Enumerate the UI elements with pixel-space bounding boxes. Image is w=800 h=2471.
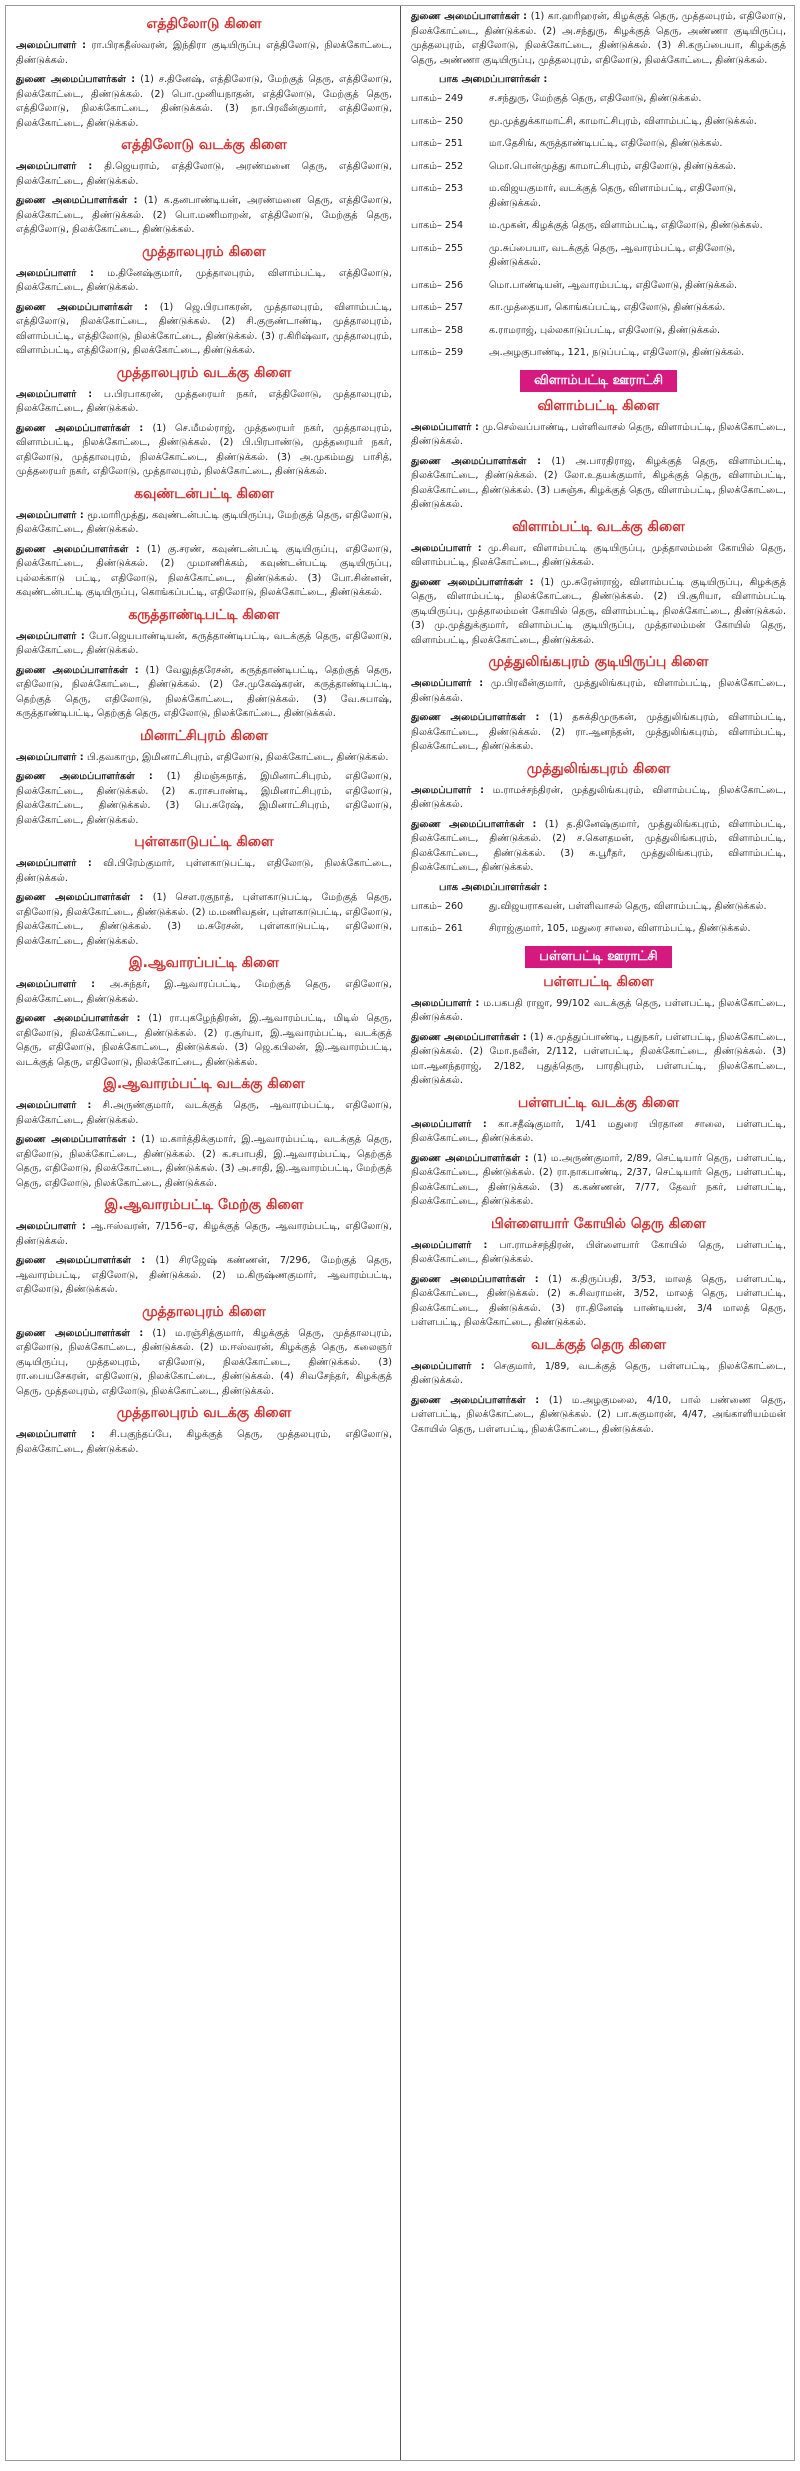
branch-title: இ.ஆவாரம்பட்டி மேற்கு கிளை [104,1197,304,1213]
organizer-entry-label: அமைப்பாளர் [16,388,77,400]
branch-section [411,761,786,876]
booth-row [411,242,786,271]
label-separator: : [525,1273,549,1285]
organizer-entry-label: அமைப்பாளர் [16,979,77,990]
branch-title: முத்தாலபுரம் கிளை [142,1303,266,1320]
branch-section [16,1405,392,1457]
deputy-organizers-entry-text: (1) சௌ.ரகுநாத், புள்ளகாடுபட்டி, மேற்குத் தெரு, எதிலோடு, நிலக்கோட்டை, திண்டுக்கல். (2) ம.மணிவதன், புள்ளகாடுபட்டி, எதிலோடு, நிலக்கோட்டை, திண்டுக்கல். (3) ம.சுரேசன், புள்ளகாடுபட்டி, எதிலோடு, நிலக்கோட்டை, திண்டுக்கல். [16,892,392,947]
organizer-entry [411,784,786,813]
organizer-entry [16,160,392,189]
booth-row [411,324,786,339]
branch-title: எத்திலோடு கிளை [146,16,262,32]
deputy-organizers-entry-label: துணை அமைப்பாளர்கள் [16,422,131,434]
deputy-organizers-entry [411,1152,786,1210]
branch-title: முத்துலிங்கபுரம் கிளை [526,760,671,777]
deputy-organizers-entry-label: துணை அமைப்பாளர்கள் [16,1013,129,1024]
newspaper-page [5,5,795,2461]
deputy-organizers-entry-text: (1) ம.கார்த்திக்குமார், இ.ஆவாரம்பட்டி, வடக்குத் தெரு, எதிலோடு, நிலக்கோட்டை, திண்டுக்கல். (2) க.சபாபதி, இ.ஆவாரம்பட்டி, தெற்குத் தெரு, எதிலோடு, நிலக்கோட்டை, திண்டுக்கல். (3) அ.சாதி, இ.ஆவாரம்பட்டி, மேற்குத் தெரு, எதிலோடு, நிலக்கோட்டை, திண்டுக்கல். [16,1134,392,1189]
deputy-organizers-entry-text: (1) ரா.புகழேந்திரன், இ.ஆவாரம்பட்டி, மிடில் தெரு, எதிலோடு, நிலக்கோட்டை, திண்டுக்கல். (2) ர.சூர்யா, இ.ஆவாரம்பட்டி, வடக்குத் தெரு, எதிலோடு, நிலக்கோட்டை, திண்டுக்கல். (3) ஜெ.கபிலன், இ.ஆவாரம்பட்டி, வடக்குத் தெரு, எதிலோடு, நிலக்கோட்டை, திண்டுக்கல். [16,1013,392,1068]
booth-number: பாகம்– 254 [411,220,464,231]
branch-title: வடக்குத் தெரு கிளை [530,1336,667,1353]
label-separator: : [76,751,87,763]
label-separator: : [127,195,144,206]
deputy-organizers-entry-label: துணை அமைப்பாளர்கள் [411,11,520,22]
deputy-organizers-entry [16,1327,392,1400]
booth-officers-heading: பாக அமைப்பாளர்கள் : [439,74,548,85]
label-separator: : [471,542,488,554]
deputy-organizers-entry-text: (1) கு.சரண், கவுண்டன்பட்டி குடியிருப்பு, எதிலோடு, நிலக்கோட்டை, திண்டுக்கல். (2) முமாணிக்கம், கவுண்டன்பட்டி குடியிருப்பு, புல்லக்காடு பட்டி, எதிலோடு, நிலக்கோட்டை, திண்டுக்கல். (3) போ.சின்னன், கவுண்டன்பட்டி குடியிருப்பு, கொங்கப்பட்டி, எதிலோடு, நிலக்கோட்டை, திண்டுக்கல். [16,543,392,598]
deputy-organizers-entry-label: துணை அமைப்பாளர்கள் [16,892,131,903]
booth-number: பாகம்– 257 [411,302,464,313]
organizer-entry-text: கா.சதீஷ்குமார், 1/41 மதுரை பிரதான சாலை, பள்ளபட்டி, நிலக்கோட்டை, திண்டுக்கல். [411,1118,786,1144]
organizer-entry [411,542,786,571]
deputy-organizers-entry-label: துணை அமைப்பாளர்கள் [411,1394,526,1406]
branch-section [16,244,392,359]
organizer-entry-text: சி.பகுந்தப்பே, கிழக்குத் தெரு, முத்தலபுரம், எதிலோடு, நிலக்கோட்டை, திண்டுக்கல். [16,1429,392,1455]
deputy-organizers-entry [411,576,786,649]
booth-row [411,279,786,294]
branch-title: இ.ஆவாரப்பட்டி கிளை [129,955,279,971]
branch-title: பள்ளபட்டி கிளை [543,973,654,990]
branch-section [411,1216,786,1331]
branch-title: பள்ளபட்டி வடக்கு கிளை [517,1094,680,1111]
organizer-entry [16,1099,392,1128]
label-separator: : [525,712,550,723]
organizer-entry-text: மு.செல்வப்பாண்டி, பள்ளிவாசல் தெரு, விளாம்பட்டி, நிலக்கோட்டை, திண்டுக்கல். [411,421,786,447]
deputy-organizers-entry [411,818,786,876]
branch-title: கருத்தாண்டிபட்டி கிளை [128,606,280,623]
branch-section [411,398,786,513]
organizer-entry-text: வி.பிரேம்குமார், புள்ளகாடுபட்டி, எதிலோடு, நிலக்கோட்டை, திண்டுக்கல். [16,858,392,884]
deputy-organizers-entry-text: (1) வேலுத்தரேசன், கருத்தாண்டிபட்டி, தெற்குத் தெரு, எதிலோடு, நிலக்கோட்டை, திண்டுக்கல். (2) சே.முகேஷ்கரன், கருத்தாண்டிபட்டி, தெற்குத் தெரு, எதிலோடு, நிலக்கோட்டை, திண்டுக்கல். (3) வே.சுபாஷ், கருத்தாண்டிபட்டி, தெற்குத் தெரு, எதிலோடு, நிலக்கோட்டை, திண்டுக்கல். [16,664,392,719]
organizer-entry [16,1428,392,1457]
branch-title: முத்துலிங்கபுரம் குடியிருப்பு கிளை [488,654,709,670]
label-separator: : [519,11,531,22]
label-separator: : [134,771,167,782]
label-separator: : [471,678,491,689]
organizer-entry [16,39,392,68]
deputy-organizers-entry-label: துணை அமைப்பாளர்கள் [411,1273,526,1285]
organizer-entry [16,388,392,417]
organizer-entry-label: அமைப்பாளர் [411,1360,472,1372]
organizer-entry [411,421,786,450]
branch-title: விளாம்பட்டி கிளை [537,397,660,414]
organizer-entry [16,978,392,1007]
branch-list [411,398,786,876]
booth-officer: ச.சந்துரு, மேற்குத் தெரு, எதிலோடு, திண்டுக்கல். [489,93,702,104]
label-separator: : [76,388,104,400]
booth-officer: சிராஜ்குமார், 105, மதுரை சாலை, விளாம்பட்டி, திண்டுக்கல். [489,923,751,934]
label-separator: : [524,818,545,830]
label-separator: : [130,1327,153,1339]
booth-number: பாகம்– 261 [411,923,464,934]
label-separator: : [76,1429,110,1440]
label-separator: : [471,1360,494,1372]
label-separator: : [127,664,146,676]
branch-title: எத்திலோடு வடக்கு கிளை [121,137,287,153]
deputy-organizers-entry [16,664,392,722]
label-separator: : [76,858,104,869]
branch-section [16,486,392,601]
organizer-entry-label: அமைப்பாளர் [16,630,77,642]
deputy-organizers-entry-text: (1) ம.அழகுமலை, 4/10, பால் பண்ணை தெரு, பள்ளபட்டி, நிலக்கோட்டை, திண்டுக்கல். (2) பா.சுகுமாரன், 4/47, அங்காளியம்மன் கோயில் தெரு, பள்ளபட்டி, நிலக்கோட்டை, திண்டுக்கல். [411,1394,786,1435]
deputy-organizers-entry-text: (1) தசுக்திமுருகன், முத்துலிங்கபுரம், விளாம்பட்டி, நிலக்கோட்டை, திண்டுக்கல். (2) ரா.ஆனந்தன், முத்துலிங்கபுரம், விளாம்பட்டி, நிலக்கோட்டை, திண்டுக்கல். [411,712,786,752]
organizer-entry-label: அமைப்பாளர் [411,1118,472,1130]
deputy-organizers-entry-label: துணை அமைப்பாளர்கள் [411,455,527,467]
branch-title: முத்தாலபுரம் வடக்கு கிளை [116,1405,292,1421]
booth-number: பாகம்– 259 [411,347,464,358]
organizer-entry-label: அமைப்பாளர் [411,421,472,433]
organizer-entry [411,1118,786,1147]
branch-section [16,955,392,1070]
organizer-entry-label: அமைப்பாளர் [411,784,472,796]
organizer-entry [16,857,392,886]
organizer-entry-label: அமைப்பாளர் [16,751,77,763]
deputy-organizers-entry-label: துணை அமைப்பாளர்கள் [16,771,135,782]
organizer-entry-text: தி.ஜெயராம், எத்திலோடு, அரண்மனை தெரு, எத்திலோடு, நிலக்கோட்டை, திண்டுக்கல். [16,161,392,187]
deputy-organizers-entry [16,770,392,828]
label-separator: : [471,784,493,796]
booth-number: பாகம்– 260 [411,900,464,912]
booth-row [411,137,786,152]
booth-row [411,346,786,361]
deputy-organizers-entry [411,1394,786,1438]
branch-section [411,519,786,649]
booth-officer: அ.அழகுபாண்டி, 121, நடுப்பட்டி, எதிலோடு, திண்டுக்கல். [489,347,745,358]
right-column [400,6,794,2460]
deputy-organizers-entry-text: (1) கா.ஹரிஹரன், கிழக்குத் தெரு, முத்தலபுரம், எதிலோடு, நிலக்கோட்டை, திண்டுக்கல். (2) அ.சந்துரு, கிழக்குத் தெரு, அண்ணா குடியிருப்பு, முத்தலபுரம், எதிலோடு, நிலக்கோட்டை, திண்டுக்கல். (3) சி.கருப்பையா, கிழக்குத் தெரு, அண்ணா குடியிருப்பு, முத்தலபுரம், எதிலோடு, நிலக்கோட்டை, திண்டுக்கல். [411,11,786,66]
branch-title: இ.ஆவாரம்பட்டி வடக்கு கிளை [103,1076,305,1092]
booth-row [411,301,786,316]
label-separator: : [526,455,552,467]
branch-section [16,1304,392,1400]
label-separator: : [132,301,160,313]
deputy-organizers-entry-label: துணை அமைப்பாளர்கள் [411,576,523,588]
organizer-entry-label: அமைப்பாளர் [16,267,77,279]
booth-row [411,182,786,211]
booth-number: பாகம்– 251 [411,138,464,149]
continued-section [411,10,786,68]
branch-title: கவுண்டன்பட்டி கிளை [134,485,274,502]
booth-officer: ம.விஜயகுமார், வடக்குத் தெரு, விளாம்பட்டி, எதிலோடு, திண்டுக்கல். [489,183,737,209]
branch-section [16,607,392,722]
branch-title: விளாம்பட்டி வடக்கு கிளை [512,518,685,535]
deputy-organizers-entry-text: (1) சிரஜேஷ் கண்ணன், 7/296, மேற்குத் தெரு, ஆவாரம்பட்டி, எதிலோடு, திண்டுக்கல். (2) ம.கிருஷ்ணகுமார், ஆவாரம்பட்டி, எதிலோடு, திண்டுக்கல். [16,1255,392,1295]
booth-number: பாகம்– 255 [411,242,464,254]
branch-section [411,654,786,755]
deputy-organizers-entry-text: (1) க.தனபாண்டியன், அரண்மனை தெரு, எத்திலோடு, நிலக்கோட்டை, திண்டுக்கல். (2) பொ.மணிமாறன், எத்திலோடு, மேற்குத் தெரு, எத்திலோடு, நிலக்கோட்டை, திண்டுக்கல். [16,195,392,235]
organizer-entry-label: அமைப்பாளர் [16,1429,77,1440]
organizer-entry-text: செகுமார், 1/89, வடக்குத் தெரு, பள்ளபட்டி, நிலக்கோட்டை, திண்டுக்கல். [411,1360,786,1386]
label-separator: : [522,576,541,588]
booth-number: பாகம்– 256 [411,279,464,291]
organizer-entry-text: மு.பிரவீன்குமார், முத்துலிங்கபுரம், விளாம்பட்டி, நிலக்கோட்டை, திண்டுக்கல். [411,678,786,704]
deputy-organizers-entry [16,1254,392,1298]
booth-number: பாகம்– 249 [411,93,464,104]
label-separator: : [471,421,483,433]
organizer-entry-label: அமைப்பாளர் [411,997,472,1009]
label-separator: : [76,40,92,51]
branch-section [16,16,392,131]
deputy-organizers-entry [411,711,786,755]
deputy-organizers-entry-label: துணை அமைப்பாளர்கள் [16,664,128,676]
deputy-organizers-entry-text: (1) க.திருப்பதி, 3/53, மாலத் தெரு, பள்ளபட்டி, நிலக்கோட்டை, திண்டுக்கல். (2) சு.சிவராமன், 3/52, மாலத் தெரு, பள்ளபட்டி, நிலக்கோட்டை, திண்டுக்கல். (3) ரா.தினேஷ் பாண்டியன், 3/4 மாலத் தெரு, பள்ளபட்டி, நிலக்கோட்டை, திண்டுக்கல். [411,1273,786,1328]
organizer-entry-label: அமைப்பாளர் [16,858,77,869]
deputy-organizers-entry [16,1012,392,1070]
organizer-entry-text: சி.அருண்குமார், வடக்குத் தெரு, ஆவாரம்பட்டி, எதிலோடு, நிலக்கோட்டை, திண்டுக்கல். [16,1100,392,1126]
branch-section [16,137,392,238]
label-separator: : [131,1255,156,1266]
label-separator: : [76,630,90,642]
organizer-entry-text: பா.ராமச்சந்திரன், பிள்ளையார் கோயில் தெரு, பள்ளபட்டி, நிலக்கோட்டை, திண்டுக்கல். [411,1239,786,1265]
deputy-organizers-entry [16,194,392,238]
label-separator: : [76,509,88,521]
label-separator: : [76,979,110,990]
panchayat-banner [411,369,786,392]
branch-title: புள்ளகாடுபட்டி கிளை [134,834,274,850]
label-separator: : [130,422,153,434]
label-separator: : [128,543,147,555]
booth-number: பாகம்– 252 [411,160,464,172]
organizer-entry-label: அமைப்பாளர் [16,509,77,521]
organizer-entry-text: ப.பிரபாகரன், முத்தரையர் நகர், எத்திலோடு, முத்தாலபுரம், நிலக்கோட்டை, திண்டுக்கல். [16,388,392,414]
deputy-organizers-entry [16,422,392,480]
organizer-entry [411,677,786,706]
deputy-organizers-entry-label: துணை அமைப்பாளர்கள் [411,712,526,723]
organizer-entry-label: அமைப்பாளர் [16,1100,77,1111]
organizer-entry [16,509,392,538]
deputy-organizers-entry-label: துணை அமைப்பாளர்கள் [16,1134,127,1145]
booth-list [411,900,786,937]
organizer-entry-label: அமைப்பாளர் [16,1221,77,1232]
organizer-entry-text: ஆ.ஈஸ்வரன், 7/156–ஏ, கிழக்குத் தெரு, ஆவாரம்பட்டி, எதிலோடு, திண்டுக்கல். [16,1221,392,1247]
booth-number: பாகம்– 258 [411,324,464,336]
booth-row [411,160,786,175]
label-separator: : [76,161,105,172]
deputy-organizers-entry-label: துணை அமைப்பாளர்கள் [16,543,129,555]
deputy-organizers-entry-label: துணை அமைப்பாளர்கள் [411,1152,521,1164]
label-separator: : [519,1031,530,1043]
deputy-organizers-entry-text: (1) செ.மீமல்ராஜ், முத்தரையர் நகர், முத்தாலபுரம், விளாம்பட்டி, நிலக்கோட்டை, திண்டுக்கல். (2) பி.பிரபாண்டு, முத்தரையர் நகர், எதிலோடு, முத்தாலபுரம், நிலக்கோட்டை, திண்டுக்கல். (3) அ.முகம்மது பாசித், முத்தரையர் நகர், எதிலோடு, முத்தாலபுரம், நிலக்கோட்டை, திண்டுக்கல். [16,422,392,477]
booth-officer: மொ.பொன்முத்து காமாட்சிபுரம், எதிலோடு, திண்டுக்கல். [489,160,737,172]
organizer-entry-label: அமைப்பாளர் [411,678,472,689]
branch-section [16,1197,392,1298]
label-separator: : [471,1239,500,1251]
booth-row [411,922,786,937]
organizer-entry-text: போ.ஜெயபாண்டியன், கருத்தாண்டிபட்டி, வடக்குத் தெரு, எதிலோடு, நிலக்கோட்டை, திண்டுக்கல். [16,630,392,656]
deputy-organizers-entry-label: துணை அமைப்பாளர்கள் [16,1327,131,1339]
organizer-entry-text: அ.சுந்தர், இ.ஆவாரப்பட்டி, மேற்குத் தெரு, எதிலோடு, நிலக்கோட்டை, திண்டுக்கல். [16,979,392,1005]
deputy-organizers-entry [411,1273,786,1331]
label-separator: : [76,1100,103,1111]
label-separator: : [130,892,153,903]
label-separator: : [128,1013,149,1024]
organizer-entry-text: பி.தவகாமு, இமினாட்சிபுரம், எதிலோடு, நிலக்கோட்டை, திண்டுக்கல். [86,751,389,763]
organizer-entry-label: அமைப்பாளர் [411,542,472,554]
label-separator: : [76,267,108,279]
deputy-organizers-entry [411,10,786,68]
left-column [6,6,400,2460]
branch-section [411,1337,786,1438]
label-separator: : [471,997,484,1009]
deputy-organizers-entry-text: (1) த.தினேஷ்குமார், முத்துலிங்கபுரம், விளாம்பட்டி, நிலக்கோட்டை, திண்டுக்கல். (2) ச.கௌதமன், முத்துலிங்கபுரம், விளாம்பட்டி, நிலக்கோட்டை, திண்டுக்கல். (3) சு.பூரீதர், முத்துலிங்கபுரம், விளாம்பட்டி, நிலக்கோட்டை, திண்டுக்கல். [411,818,786,873]
organizer-entry [16,267,392,296]
booth-list [411,92,786,361]
booth-row [411,900,786,915]
deputy-organizers-entry [16,301,392,359]
branch-section [16,1076,392,1191]
deputy-organizers-entry-text: (1) அ.பாரதிராஜ, கிழக்குத் தெரு, விளாம்பட்டி, நிலக்கோட்டை, திண்டுக்கல். (2) லோ.உதயக்குமார், கிழக்குத் தெரு, விளாம்பட்டி, நிலக்கோட்டை, திண்டுக்கல். (3) பசுஞ்சு, கிழக்குத் தெரு, விளாம்பட்டி, நிலக்கோட்டை, திண்டுக்கல். [411,455,786,510]
deputy-organizers-entry [411,455,786,513]
organizer-entry [16,630,392,659]
organizer-entry [411,1239,786,1268]
organizer-entry-label: அமைப்பாளர் [411,1239,472,1251]
booth-officer: ம.முகன், கிழக்குத் தெரு, விளாம்பட்டி, எதிலோடு, திண்டுக்கல். [489,220,763,231]
booth-row [411,115,786,130]
branch-section [16,834,392,949]
deputy-organizers-entry-text: (1) ம.ரஞ்சித்குமார், கிழக்குத் தெரு, முத்தாலபுரம், எதிலோடு, நிலக்கோட்டை, திண்டுக்கல். (2) ம.ஈஸ்வரன், கிழக்குத் தெரு, கலைஞர் குடியிருப்பு, முத்தலபுரம், எதிலோடு, நிலக்கோட்டை, திண்டுக்கல். (3) ரா.பையசேகரன், எதிலோடு, நிலக்கோட்டை, திண்டுக்கல். (4) சிவசேந்தர், கிழக்குத் தெரு, முத்தலபுரம், எதிலோடு, நிலக்கோட்டை, திண்டுக்கல். [16,1327,392,1397]
organizer-entry-text: மூ.மாரிமுத்து, கவுண்டன்பட்டி குடியிருப்பு, மேற்குத் தெரு, எதிலோடு, நிலக்கோட்டை, திண்டுக்கல். [16,509,392,535]
deputy-organizers-entry-text: (1) ச.தினேஷ், எத்திலோடு, மேற்குத் தெரு, எத்திலோடு, நிலக்கோட்டை, திண்டுக்கல். (2) பொ.முனியநாதன், எத்திலோடு, மேற்குத் தெரு, எத்திலோடு, நிலக்கோட்டை, திண்டுக்கல். (3) நா.பிரவீன்குமார், எத்திலோடு, நிலக்கோட்டை, திண்டுக்கல். [16,74,392,129]
organizer-entry-text: ம.பகபதி ராஜா, 99/102 வடக்குத் தெரு, பள்ளபட்டி, நிலக்கோட்டை, திண்டுக்கல். [411,997,786,1023]
booth-officer: கா.முத்தையா, கொங்கப்பட்டி, எதிலோடு, திண்டுக்கல். [489,302,726,313]
branch-list [411,974,786,1438]
branch-title: முத்தாலபுரம் கிளை [142,243,266,260]
deputy-organizers-entry-text: (1) ம.அருண்குமார், 2/89, செட்டியார் தெரு, பள்ளபட்டி, நிலக்கோட்டை, திண்டுக்கல். (2) ரா.நாகபாண்டி, 2/37, செட்டியார் தெரு, பள்ளபட்டி, நிலக்கோட்டை, திண்டுக்கல். (3) க.கண்ணன், 7/77, தேவர் நகர், பள்ளபட்டி, நிலக்கோட்டை, திண்டுக்கல். [411,1152,786,1207]
deputy-organizers-entry-label: துணை அமைப்பாளர்கள் [411,818,525,830]
deputy-organizers-entry-label: துணை அமைப்பாளர்கள் [16,1255,132,1266]
branch-section [16,365,392,480]
panchayat-banner-label: பள்ளபட்டி ஊராட்சி [525,946,671,968]
booth-officer: மூ.முத்துக்காமாட்சி, காமாட்சிபுரம், விளாம்பட்டி, திண்டுக்கல். [489,115,757,127]
label-separator: : [525,1394,549,1406]
organizer-entry [411,997,786,1026]
booth-row [411,92,786,107]
organizer-entry-text: ம.ராமச்சந்திரன், முத்துலிங்கபுரம், விளாம்பட்டி, நிலக்கோட்டை, திண்டுக்கல். [411,784,786,810]
panchayat-banner-label: விளாம்பட்டி ஊராட்சி [520,370,677,392]
organizer-entry [16,1220,392,1249]
deputy-organizers-entry-label: துணை அமைப்பாளர்கள் [16,74,127,85]
label-separator: : [126,1134,142,1145]
deputy-organizers-entry [16,543,392,601]
label-separator: : [471,1118,499,1130]
organizer-entry-text: ரா.பிரகதீஸ்வரன், இந்திரா குடியிருப்பு எத்திலோடு, நிலக்கோட்டை, திண்டுக்கல். [16,40,392,66]
deputy-organizers-entry-text: (1) திமஞ்சுநாத், இமினாட்சிபுரம், எதிலோடு, நிலக்கோட்டை, திண்டுக்கல். (2) க.ராசபாண்டி, இமினாட்சிபுரம், எதிலோடு, நிலக்கோட்டை, திண்டுக்கல். (3) பெ.சுரேஷ், இமினாட்சிபுரம், எதிலோடு, நிலக்கோட்டை, திண்டுக்கல். [16,771,392,826]
label-separator: : [520,1152,534,1164]
organizer-entry-text: மு.சிவா, விளாம்பட்டி குடியிருப்பு, முத்தாலம்மன் கோயில் தெரு, விளாம்பட்டி, நிலக்கோட்டை, திண்டுக்கல். [411,542,786,568]
label-separator: : [126,74,141,85]
branch-section [411,1095,786,1210]
booth-number: பாகம்– 250 [411,115,464,127]
deputy-organizers-entry-text: (1) ஜெ.பிரபாகரன், முத்தாலபுரம், விளாம்பட்டி, எத்திலோடு, நிலக்கோட்டை, திண்டுக்கல். (2) சி.குருண்டாண்டி, முத்தாலபுரம், விளாம்பட்டி, எத்திலோடு, நிலக்கோட்டை, திண்டுக்கல். (3) ர.கிரிஷ்வா, முத்தாலபுரம், விளாம்பட்டி, எத்திலோடு, நிலக்கோட்டை, திண்டுக்கல். [16,301,392,356]
deputy-organizers-entry-text: (1) சு.முத்துப்பாண்டி, புதுநகர், பள்ளபட்டி, நிலக்கோட்டை, திண்டுக்கல். (2) மோ.நவீன், 2/112, பள்ளபட்டி, நிலக்கோட்டை, திண்டுக்கல். (3) மா.ஆனந்தராஜ், 2/182, புதுத்தெரு, பாரதிபுரம், பள்ளபட்டி, நிலக்கோட்டை, திண்டுக்கல். [411,1031,786,1086]
booth-officer: மு.சுப்பையா, வடக்குத் தெரு, ஆவாரம்பட்டி, எதிலோடு, திண்டுக்கல். [489,242,736,268]
deputy-organizers-entry-label: துணை அமைப்பாளர்கள் [16,195,128,206]
deputy-organizers-entry [16,73,392,131]
branch-title: மினாட்சிபுரம் கிளை [140,727,268,744]
organizer-entry-label: அமைப்பாளர் [16,161,77,172]
booth-officer: து.விஜயராகவன், பள்ளிவாசல் தெரு, விளாம்பட்டி, திண்டுக்கல். [489,900,767,912]
branch-section [411,974,786,1089]
deputy-organizers-entry [16,891,392,949]
booth-officers-heading: பாக அமைப்பாளர்கள் : [439,881,548,893]
organizer-entry-label: அமைப்பாளர் [16,40,77,51]
panchayat-banner [411,945,786,968]
booth-row [411,219,786,234]
booth-officer: மா.தேசிங், கருத்தாண்டிபட்டி, எதிலோடு, திண்டுக்கல். [489,138,723,149]
deputy-organizers-entry-label: துணை அமைப்பாளர்கள் [411,1031,520,1043]
deputy-organizers-entry-text: (1) மு.சுரேன்ராஜ், விளாம்பட்டி குடியிருப்பு, கிழக்குத் தெரு, விளாம்பட்டி, நிலக்கோட்டை, திண்டுக்கல். (2) பி.சூரியா, விளாம்பட்டி குடியிருப்பு, முத்தாலம்மன் கோயில் தெரு, விளாம்பட்டி, நிலக்கோட்டை, திண்டுக்கல். (3) மு.முத்துக்குமார், விளாம்பட்டி குடியிருப்பு, முத்தாலம்மன் கோயில் தெரு, விளாம்பட்டி, நிலக்கோட்டை, திண்டுக்கல். [411,576,786,646]
branch-title: பிள்ளையார் கோயில் தெரு கிளை [490,1215,707,1232]
branch-section [16,728,392,829]
deputy-organizers-entry [411,1031,786,1089]
booth-officer: க.ராமராஜ், புல்லகாடுப்பட்டி, எதிலோடு, திண்டுக்கல். [489,324,721,336]
booth-number: பாகம்– 253 [411,183,464,194]
organizer-entry-text: ம.தினேஷ்குமார், முத்தாலபுரம், விளாம்பட்டி, எத்திலோடு, நிலக்கோட்டை, திண்டுக்கல். [16,267,392,293]
organizer-entry [16,751,392,766]
organizer-entry [411,1360,786,1389]
branch-title: முத்தாலபுரம் வடக்கு கிளை [116,364,292,381]
deputy-organizers-entry [16,1133,392,1191]
deputy-organizers-entry-label: துணை அமைப்பாளர்கள் [16,301,133,313]
label-separator: : [76,1221,92,1232]
booth-officer: மொ.பாண்டியன், ஆவாரம்பட்டி, எதிலோடு, திண்டுக்கல். [489,279,738,291]
